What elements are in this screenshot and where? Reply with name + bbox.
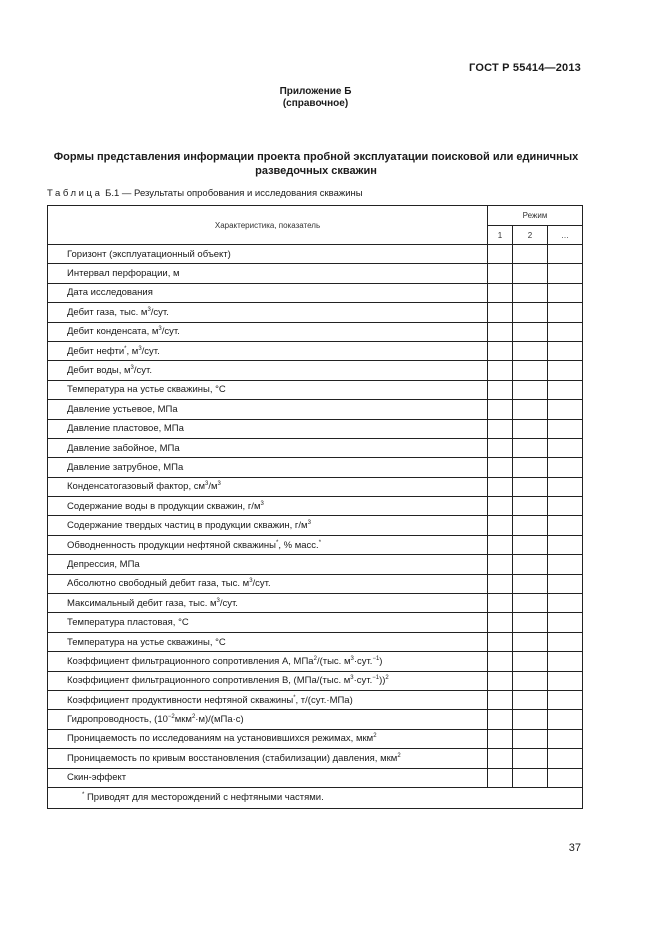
mode-value-cell xyxy=(513,632,548,651)
row-label xyxy=(48,690,488,709)
mode-value-cell xyxy=(488,652,513,671)
mode-value-cell xyxy=(513,303,548,322)
table-row xyxy=(48,264,583,283)
row-label xyxy=(48,477,488,496)
mode-value-cell xyxy=(548,361,583,380)
row-label-text: Горизонт (эксплуатационный объект) xyxy=(67,248,231,260)
row-label-text: Содержание твердых частиц в продукции скважин, г/м xyxy=(67,520,308,532)
row-label-superscript: * xyxy=(276,539,279,546)
row-label xyxy=(48,632,488,651)
table-row xyxy=(48,574,583,593)
row-label-text: Дебит газа, тыс. м xyxy=(67,306,148,318)
mode-value-cell xyxy=(513,768,548,787)
row-label xyxy=(48,438,488,457)
row-label xyxy=(48,458,488,477)
row-label xyxy=(48,380,488,399)
table-row xyxy=(48,322,583,341)
table-caption-text: Б.1 — Результаты опробования и исследования скважины xyxy=(102,188,363,199)
mode-value-cell xyxy=(513,322,548,341)
row-label-text: Содержание воды в продукции скважин, г/м xyxy=(67,500,261,512)
row-label-superscript: 3 xyxy=(350,655,354,662)
mode-value-cell xyxy=(513,283,548,302)
mode-value-cell xyxy=(513,555,548,574)
row-label-text: Давление пластовое, МПа xyxy=(67,423,184,435)
mode-value-cell xyxy=(488,729,513,748)
row-label-text: , т/(сут.·МПа) xyxy=(295,694,353,706)
row-label xyxy=(48,419,488,438)
mode-value-cell xyxy=(548,458,583,477)
mode-value-cell xyxy=(488,303,513,322)
row-label xyxy=(48,729,488,748)
row-label-superscript: 2 xyxy=(397,752,401,759)
row-label xyxy=(48,594,488,613)
row-label xyxy=(48,245,488,264)
row-label-text: Температура пластовая, °С xyxy=(67,617,189,629)
mode-value-cell xyxy=(548,632,583,651)
row-label-text: Проницаемость по кривым восстановления (стабилизации) давления, мкм xyxy=(67,752,398,764)
row-label-text: Дебит конденсата, м xyxy=(67,326,159,338)
mode-value-cell xyxy=(513,419,548,438)
mode-value-cell xyxy=(548,535,583,554)
mode-value-cell xyxy=(513,245,548,264)
table-row xyxy=(48,613,583,632)
appendix-title: Приложение Б xyxy=(279,86,352,97)
row-label-superscript: 3 xyxy=(158,326,162,333)
mode-value-cell xyxy=(513,574,548,593)
mode-value-cell xyxy=(513,652,548,671)
row-label-superscript: 3 xyxy=(205,481,209,488)
row-label-text: Интервал перфорации, м xyxy=(67,268,180,280)
mode-value-cell xyxy=(548,400,583,419)
header-mode-more: … xyxy=(548,226,583,245)
mode-value-cell xyxy=(548,438,583,457)
mode-value-cell xyxy=(548,710,583,729)
mode-value-cell xyxy=(548,690,583,709)
row-label-superscript: 2 xyxy=(191,714,196,721)
mode-value-cell xyxy=(548,729,583,748)
mode-value-cell xyxy=(548,380,583,399)
mode-value-cell xyxy=(513,477,548,496)
table-caption xyxy=(47,188,363,199)
page-number: 37 xyxy=(568,842,581,854)
results-table xyxy=(47,205,583,809)
table-caption-prefix: Таблица xyxy=(47,188,103,199)
row-label-text: Дебит нефти xyxy=(67,345,125,357)
table-row xyxy=(48,341,583,360)
row-label xyxy=(48,400,488,419)
mode-value-cell xyxy=(488,477,513,496)
row-label-text: ·м)/(мПа·с) xyxy=(195,714,244,726)
row-label-text: Конденсатогазовый фактор, см xyxy=(67,481,206,493)
row-label-text: Давление забойное, МПа xyxy=(67,442,180,454)
row-label-superscript: 2 xyxy=(313,655,317,662)
mode-value-cell xyxy=(488,749,513,768)
mode-value-cell xyxy=(513,749,548,768)
results-table-body xyxy=(48,206,583,809)
row-label-superscript: 2 xyxy=(373,733,377,740)
row-label-text: /сут. xyxy=(252,578,271,590)
row-label-text: Давление устьевое, МПа xyxy=(67,403,178,415)
row-label xyxy=(48,535,488,554)
row-label-superscript: 3 xyxy=(307,520,311,527)
mode-value-cell xyxy=(488,555,513,574)
table-row xyxy=(48,690,583,709)
table-row xyxy=(48,535,583,554)
row-label-text: Коэффициент продуктивности нефтяной скважины xyxy=(67,694,294,706)
mode-value-cell xyxy=(513,594,548,613)
table-row xyxy=(48,710,583,729)
table-row xyxy=(48,594,583,613)
mode-value-cell xyxy=(488,264,513,283)
table-row xyxy=(48,477,583,496)
row-label xyxy=(48,710,488,729)
header-mode-2: 2 xyxy=(513,226,548,245)
footnote-mark: * xyxy=(82,792,85,799)
row-label-superscript: −2 xyxy=(167,714,175,721)
mode-value-cell xyxy=(513,361,548,380)
mode-value-cell xyxy=(488,245,513,264)
row-label-text: )) xyxy=(379,675,386,687)
mode-value-cell xyxy=(548,264,583,283)
mode-value-cell xyxy=(488,594,513,613)
mode-value-cell xyxy=(513,729,548,748)
row-label-text: Температура на устье скважины, °С xyxy=(67,636,226,648)
mode-value-cell xyxy=(513,516,548,535)
row-label-text: Абсолютно свободный дебит газа, тыс. м xyxy=(67,578,250,590)
table-row xyxy=(48,768,583,787)
row-label-text: /м xyxy=(208,481,218,493)
row-label-superscript: * xyxy=(124,345,127,352)
row-label-superscript: 3 xyxy=(130,365,134,372)
mode-value-cell xyxy=(548,303,583,322)
mode-value-cell xyxy=(548,652,583,671)
mode-value-cell xyxy=(513,341,548,360)
mode-value-cell xyxy=(548,341,583,360)
mode-value-cell xyxy=(548,322,583,341)
row-label-text: , % масс. xyxy=(278,539,319,551)
mode-value-cell xyxy=(548,516,583,535)
table-header-row xyxy=(48,206,583,226)
row-label-text: /сут. xyxy=(219,597,238,609)
table-row xyxy=(48,303,583,322)
mode-value-cell xyxy=(548,671,583,690)
mode-value-cell xyxy=(513,710,548,729)
document-title: Формы представления информации проекта пробной эксплуатации поисковой или единичных разведочных скважин xyxy=(53,151,579,177)
row-label-superscript: * xyxy=(318,539,322,546)
standard-number: ГОСТ Р 55414—2013 xyxy=(469,62,581,74)
table-row xyxy=(48,361,583,380)
mode-value-cell xyxy=(548,594,583,613)
row-label xyxy=(48,768,488,787)
table-row xyxy=(48,749,583,768)
row-label-text: Коэффициент фильтрационного сопротивления В, (МПа/(тыс. м xyxy=(67,675,351,687)
row-label-superscript: 3 xyxy=(216,597,220,604)
row-label-text: /сут. xyxy=(161,326,180,338)
mode-value-cell xyxy=(548,283,583,302)
header-characteristic: Характеристика, показатель xyxy=(48,206,488,245)
row-label xyxy=(48,497,488,516)
table-row xyxy=(48,245,583,264)
row-label-superscript: * xyxy=(293,694,296,701)
table-row xyxy=(48,458,583,477)
mode-value-cell xyxy=(488,438,513,457)
row-label-text: /сут. xyxy=(133,365,152,377)
row-label-superscript: 3 xyxy=(350,675,354,682)
row-label xyxy=(48,322,488,341)
mode-value-cell xyxy=(513,380,548,399)
mode-value-cell xyxy=(513,400,548,419)
row-label-superscript: −1 xyxy=(372,675,380,682)
mode-value-cell xyxy=(513,613,548,632)
appendix-heading xyxy=(0,86,631,110)
table-row xyxy=(48,729,583,748)
row-label xyxy=(48,652,488,671)
mode-value-cell xyxy=(513,535,548,554)
row-label xyxy=(48,613,488,632)
mode-value-cell xyxy=(488,400,513,419)
mode-value-cell xyxy=(488,632,513,651)
row-label-superscript: 3 xyxy=(217,481,221,488)
row-label xyxy=(48,303,488,322)
row-label-text: Дебит воды, м xyxy=(67,365,131,377)
mode-value-cell xyxy=(488,516,513,535)
row-label-text: Максимальный дебит газа, тыс. м xyxy=(67,597,217,609)
row-label xyxy=(48,749,488,768)
mode-value-cell xyxy=(548,497,583,516)
table-row xyxy=(48,419,583,438)
mode-value-cell xyxy=(488,535,513,554)
row-label-text: Дата исследования xyxy=(67,287,153,299)
row-label-superscript: 3 xyxy=(138,345,142,352)
mode-value-cell xyxy=(488,497,513,516)
mode-value-cell xyxy=(488,361,513,380)
row-label-text: Коэффициент фильтрационного сопротивления А, МПа xyxy=(67,655,314,667)
table-row xyxy=(48,516,583,535)
mode-value-cell xyxy=(488,671,513,690)
header-mode: Режим xyxy=(488,206,583,226)
table-row xyxy=(48,283,583,302)
mode-value-cell xyxy=(488,458,513,477)
row-label-text: Давление затрубное, МПа xyxy=(67,461,184,473)
row-label-superscript: 2 xyxy=(385,675,389,682)
table-row xyxy=(48,652,583,671)
mode-value-cell xyxy=(548,768,583,787)
row-label-text: Гидропроводность, (10 xyxy=(67,714,168,726)
mode-value-cell xyxy=(548,555,583,574)
row-label-text: Депрессия, МПа xyxy=(67,558,140,570)
footnote-text: Приводят для месторождений с нефтяными частями. xyxy=(84,792,324,804)
mode-value-cell xyxy=(513,438,548,457)
mode-value-cell xyxy=(488,574,513,593)
mode-value-cell xyxy=(488,419,513,438)
mode-value-cell xyxy=(513,690,548,709)
row-label xyxy=(48,574,488,593)
row-label-text: , м xyxy=(126,345,139,357)
mode-value-cell xyxy=(548,477,583,496)
mode-value-cell xyxy=(488,613,513,632)
table-row xyxy=(48,400,583,419)
mode-value-cell xyxy=(548,419,583,438)
mode-value-cell xyxy=(548,613,583,632)
table-row xyxy=(48,497,583,516)
mode-value-cell xyxy=(488,322,513,341)
row-label xyxy=(48,361,488,380)
row-label-text: ·сут. xyxy=(353,675,373,687)
header-mode-1: 1 xyxy=(488,226,513,245)
mode-value-cell xyxy=(488,341,513,360)
mode-value-cell xyxy=(488,710,513,729)
mode-value-cell xyxy=(513,264,548,283)
row-label-text: ·сут. xyxy=(353,655,373,667)
row-label-superscript: 3 xyxy=(147,306,151,313)
mode-value-cell xyxy=(548,245,583,264)
row-label xyxy=(48,555,488,574)
table-row xyxy=(48,555,583,574)
mode-value-cell xyxy=(513,671,548,690)
mode-value-cell xyxy=(513,458,548,477)
row-label-text: мкм xyxy=(174,714,192,726)
row-label-superscript: −1 xyxy=(372,655,380,662)
row-label-text: Температура на устье скважины, °С xyxy=(67,384,226,396)
mode-value-cell xyxy=(548,574,583,593)
row-label xyxy=(48,671,488,690)
row-label-text: Проницаемость по исследованиям на установившихся режимах, мкм xyxy=(67,733,374,745)
row-label-text: ) xyxy=(379,655,383,667)
table-row xyxy=(48,438,583,457)
table-footnote xyxy=(48,787,583,808)
row-label xyxy=(48,516,488,535)
table-row xyxy=(48,632,583,651)
mode-value-cell xyxy=(513,497,548,516)
row-label-superscript: 3 xyxy=(260,500,264,507)
row-label xyxy=(48,341,488,360)
footnote-row xyxy=(48,787,583,808)
row-label-text: /сут. xyxy=(150,306,169,318)
row-label xyxy=(48,283,488,302)
mode-value-cell xyxy=(488,690,513,709)
row-label-text: Скин-эффект xyxy=(67,772,127,784)
row-label-text: /(тыс. м xyxy=(316,655,351,667)
mode-value-cell xyxy=(488,283,513,302)
row-label-text: /сут. xyxy=(141,345,160,357)
mode-value-cell xyxy=(488,380,513,399)
mode-value-cell xyxy=(548,749,583,768)
row-label-text: Обводненность продукции нефтяной скважины xyxy=(67,539,277,551)
mode-value-cell xyxy=(488,768,513,787)
appendix-subtitle: (справочное) xyxy=(282,98,349,109)
table-row xyxy=(48,380,583,399)
row-label xyxy=(48,264,488,283)
table-row xyxy=(48,671,583,690)
row-label-superscript: 3 xyxy=(249,578,253,585)
